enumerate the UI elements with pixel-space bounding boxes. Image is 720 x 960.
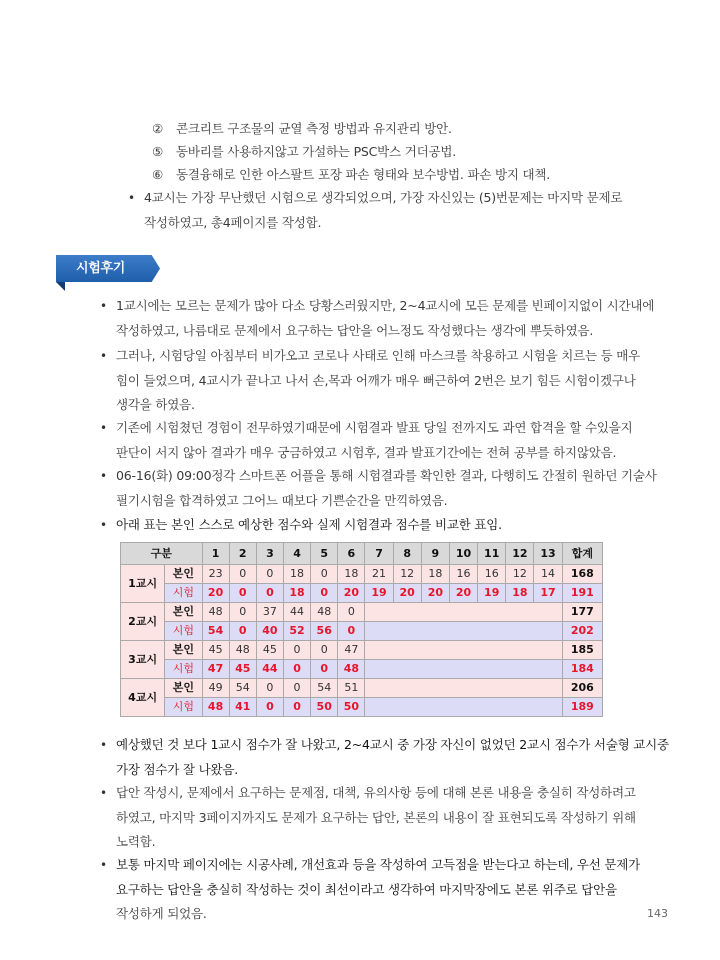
header-cell: 11 bbox=[478, 543, 506, 565]
score-cell: 18 bbox=[283, 584, 310, 603]
score-cell: 40 bbox=[256, 622, 283, 641]
table-header-row bbox=[121, 543, 603, 565]
score-cell: 0 bbox=[338, 622, 365, 641]
score-cell: 45 bbox=[202, 641, 229, 660]
paragraph-line: 4교시는 가장 무난했던 시험으로 생각되었으며, 가장 자신있는 (5)번문제는 마지막 문제로 bbox=[144, 190, 623, 205]
score-cell: 20 bbox=[393, 584, 421, 603]
score-cell: 45 bbox=[229, 660, 256, 679]
score-cell: 50 bbox=[311, 698, 338, 717]
score-cell: 0 bbox=[283, 660, 310, 679]
header-cell: 4 bbox=[283, 543, 310, 565]
paragraph-line: 기존에 시험쳤던 경험이 전무하였기때문에 시험결과 발표 당일 전까지도 과연 합격을 할 수있을지 bbox=[116, 420, 633, 435]
list-marker: ⑥ bbox=[152, 167, 164, 182]
list-item-text: 콘크리트 구조물의 균열 측정 방법과 유지관리 방안. bbox=[176, 121, 452, 136]
score-cell: 0 bbox=[256, 584, 283, 603]
score-cell: 49 bbox=[202, 679, 229, 698]
score-cell: 47 bbox=[202, 660, 229, 679]
total-cell: 185 bbox=[562, 641, 602, 660]
score-cell: 18 bbox=[338, 565, 365, 584]
empty-cell bbox=[365, 698, 562, 717]
paragraph-line: 생각을 하였음. bbox=[116, 397, 195, 412]
bullet-dot: • bbox=[100, 299, 108, 313]
score-cell: 51 bbox=[338, 679, 365, 698]
total-cell: 184 bbox=[562, 660, 602, 679]
score-cell: 52 bbox=[283, 622, 310, 641]
score-cell: 17 bbox=[534, 584, 562, 603]
paragraph-line: 06-16(화) 09:00정각 스마트폰 어플을 통해 시험결과를 확인한 결과, 다행히도 간절히 원하던 기술사 bbox=[116, 468, 657, 483]
table-row bbox=[121, 584, 603, 603]
paragraph-line: 아래 표는 본인 스스로 예상한 점수와 실제 시험결과 점수를 비교한 표임. bbox=[116, 517, 502, 532]
bullet-dot: • bbox=[100, 421, 108, 435]
score-cell: 0 bbox=[283, 641, 310, 660]
score-cell: 23 bbox=[202, 565, 229, 584]
table-row bbox=[121, 660, 603, 679]
score-cell: 56 bbox=[311, 622, 338, 641]
header-cell: 12 bbox=[506, 543, 534, 565]
score-cell: 0 bbox=[283, 679, 310, 698]
score-cell: 14 bbox=[534, 565, 562, 584]
page-number: 143 bbox=[647, 907, 668, 920]
score-cell: 50 bbox=[338, 698, 365, 717]
table-row bbox=[121, 679, 603, 698]
row-label: 본인 bbox=[165, 565, 202, 584]
empty-cell bbox=[365, 660, 562, 679]
score-cell: 41 bbox=[229, 698, 256, 717]
header-cell: 6 bbox=[338, 543, 365, 565]
list-item-text: 동바리를 사용하지않고 가설하는 PSC박스 거더공법. bbox=[176, 144, 456, 159]
total-cell: 189 bbox=[562, 698, 602, 717]
total-cell: 191 bbox=[562, 584, 602, 603]
score-cell: 20 bbox=[421, 584, 449, 603]
score-cell: 48 bbox=[202, 603, 229, 622]
list-marker: ⑤ bbox=[152, 144, 164, 159]
score-cell: 44 bbox=[283, 603, 310, 622]
paragraph-line: 1교시에는 모르는 문제가 많아 다소 당황스러웠지만, 2~4교시에 모든 문제를 빈페이지없이 시간내에 bbox=[116, 298, 655, 313]
header-cell: 구분 bbox=[121, 543, 203, 565]
header-cell: 8 bbox=[393, 543, 421, 565]
score-cell: 47 bbox=[338, 641, 365, 660]
session-label: 1교시 bbox=[121, 565, 165, 603]
score-cell: 0 bbox=[229, 603, 256, 622]
score-cell: 0 bbox=[311, 565, 338, 584]
paragraph-line: 그러나, 시험당일 아침부터 비가오고 코로나 사태로 인해 마스크를 착용하고 시험을 치르는 등 매우 bbox=[116, 348, 641, 363]
row-label: 본인 bbox=[165, 603, 202, 622]
table-row bbox=[121, 565, 603, 584]
score-cell: 19 bbox=[478, 584, 506, 603]
paragraph-line: 판단이 서지 않아 결과가 매우 궁금하였고 시험후, 결과 발표기간에는 전혀 공부를 하지않았음. bbox=[116, 445, 617, 460]
paragraph-line: 힘이 들었으며, 4교시가 끝나고 나서 손,목과 어깨가 매우 뻐근하여 2번은 보기 힘든 시험이겠구나 bbox=[116, 373, 636, 388]
table-row bbox=[121, 641, 603, 660]
paragraph-line: 가장 점수가 잘 나왔음. bbox=[116, 762, 238, 777]
header-cell: 13 bbox=[534, 543, 562, 565]
header-cell: 3 bbox=[256, 543, 283, 565]
empty-cell bbox=[365, 641, 562, 660]
total-cell: 168 bbox=[562, 565, 602, 584]
paragraph-line: 답안 작성시, 문제에서 요구하는 문제점, 대책, 유의사항 등에 대해 본론 내용을 충실히 작성하려고 bbox=[116, 785, 636, 800]
paragraph-line: 작성하였고, 나름대로 문제에서 요구하는 답안을 어느정도 작성했다는 생각에 뿌듯하였음. bbox=[116, 323, 594, 338]
score-cell: 0 bbox=[229, 622, 256, 641]
bullet-dot: • bbox=[128, 191, 136, 205]
row-label: 본인 bbox=[165, 679, 202, 698]
total-cell: 177 bbox=[562, 603, 602, 622]
paragraph-line: 하였고, 마지막 3페이지까지도 문제가 요구하는 답안, 본론의 내용이 잘 표현되도록 작성하기 위해 bbox=[116, 810, 636, 825]
empty-cell bbox=[365, 603, 562, 622]
session-label: 3교시 bbox=[121, 641, 165, 679]
table-row bbox=[121, 698, 603, 717]
paragraph-line: 예상했던 것 보다 1교시 점수가 잘 나왔고, 2~4교시 중 가장 자신이 없었던 2교시 점수가 서술형 교시중 bbox=[116, 737, 669, 752]
header-cell: 5 bbox=[311, 543, 338, 565]
paragraph-line: 작성하게 되었음. bbox=[116, 906, 207, 921]
score-cell: 0 bbox=[338, 603, 365, 622]
score-cell: 20 bbox=[338, 584, 365, 603]
score-cell: 20 bbox=[202, 584, 229, 603]
paragraph-line: 요구하는 답안을 충실히 작성하는 것이 최선이라고 생각하여 마지막장에도 본론 위주로 답안을 bbox=[116, 882, 617, 897]
score-cell: 0 bbox=[256, 679, 283, 698]
session-label: 2교시 bbox=[121, 603, 165, 641]
score-cell: 20 bbox=[449, 584, 477, 603]
score-cell: 12 bbox=[393, 565, 421, 584]
header-cell: 9 bbox=[421, 543, 449, 565]
score-cell: 0 bbox=[283, 698, 310, 717]
score-cell: 37 bbox=[256, 603, 283, 622]
score-cell: 48 bbox=[338, 660, 365, 679]
list-item-text: 동결융해로 인한 아스팔트 포장 파손 형태와 보수방법. 파손 방지 대책. bbox=[176, 167, 551, 182]
empty-cell bbox=[365, 679, 562, 698]
header-cell: 1 bbox=[202, 543, 229, 565]
score-cell: 48 bbox=[229, 641, 256, 660]
header-cell: 7 bbox=[365, 543, 393, 565]
header-cell: 2 bbox=[229, 543, 256, 565]
row-label: 시험 bbox=[165, 698, 202, 717]
list-marker: ② bbox=[152, 121, 164, 136]
section-title: 시험후기 bbox=[76, 261, 126, 276]
header-cell: 합계 bbox=[562, 543, 602, 565]
score-cell: 54 bbox=[229, 679, 256, 698]
score-cell: 0 bbox=[256, 565, 283, 584]
score-cell: 12 bbox=[506, 565, 534, 584]
score-cell: 45 bbox=[256, 641, 283, 660]
score-cell: 0 bbox=[256, 698, 283, 717]
empty-cell bbox=[365, 622, 562, 641]
row-label: 본인 bbox=[165, 641, 202, 660]
section-banner bbox=[56, 255, 164, 282]
banner-fold-shape bbox=[56, 282, 65, 291]
total-cell: 206 bbox=[562, 679, 602, 698]
score-cell: 18 bbox=[283, 565, 310, 584]
bullet-dot: • bbox=[100, 786, 108, 800]
score-cell: 48 bbox=[311, 603, 338, 622]
score-cell: 16 bbox=[478, 565, 506, 584]
paragraph-line: 보통 마지막 페이지에는 시공사례, 개선효과 등을 작성하여 고득점을 받는다고 하는데, 우선 문제가 bbox=[116, 857, 641, 872]
paragraph-line: 노력함. bbox=[116, 834, 156, 849]
row-label: 시험 bbox=[165, 584, 202, 603]
row-label: 시험 bbox=[165, 660, 202, 679]
score-cell: 18 bbox=[506, 584, 534, 603]
row-label: 시험 bbox=[165, 622, 202, 641]
session-label: 4교시 bbox=[121, 679, 165, 717]
paragraph-line: 필기시험을 합격하였고 그어느 때보다 기쁜순간을 만끽하였음. bbox=[116, 493, 448, 508]
table-row bbox=[121, 603, 603, 622]
score-cell: 54 bbox=[202, 622, 229, 641]
table-row bbox=[121, 622, 603, 641]
score-cell: 48 bbox=[202, 698, 229, 717]
score-cell: 0 bbox=[311, 584, 338, 603]
score-cell: 0 bbox=[311, 641, 338, 660]
bullet-dot: • bbox=[100, 469, 108, 483]
score-cell: 0 bbox=[229, 565, 256, 584]
score-cell: 54 bbox=[311, 679, 338, 698]
score-cell: 21 bbox=[365, 565, 393, 584]
bullet-dot: • bbox=[100, 518, 108, 532]
header-cell: 10 bbox=[449, 543, 477, 565]
bullet-dot: • bbox=[100, 349, 108, 363]
score-comparison-table bbox=[120, 542, 603, 717]
score-cell: 0 bbox=[229, 584, 256, 603]
bullet-dot: • bbox=[100, 858, 108, 872]
score-cell: 0 bbox=[311, 660, 338, 679]
paragraph-line: 작성하였고, 총4페이지를 작성함. bbox=[144, 215, 322, 230]
score-cell: 19 bbox=[365, 584, 393, 603]
score-cell: 18 bbox=[421, 565, 449, 584]
score-cell: 16 bbox=[449, 565, 477, 584]
bullet-dot: • bbox=[100, 738, 108, 752]
score-cell: 44 bbox=[256, 660, 283, 679]
total-cell: 202 bbox=[562, 622, 602, 641]
